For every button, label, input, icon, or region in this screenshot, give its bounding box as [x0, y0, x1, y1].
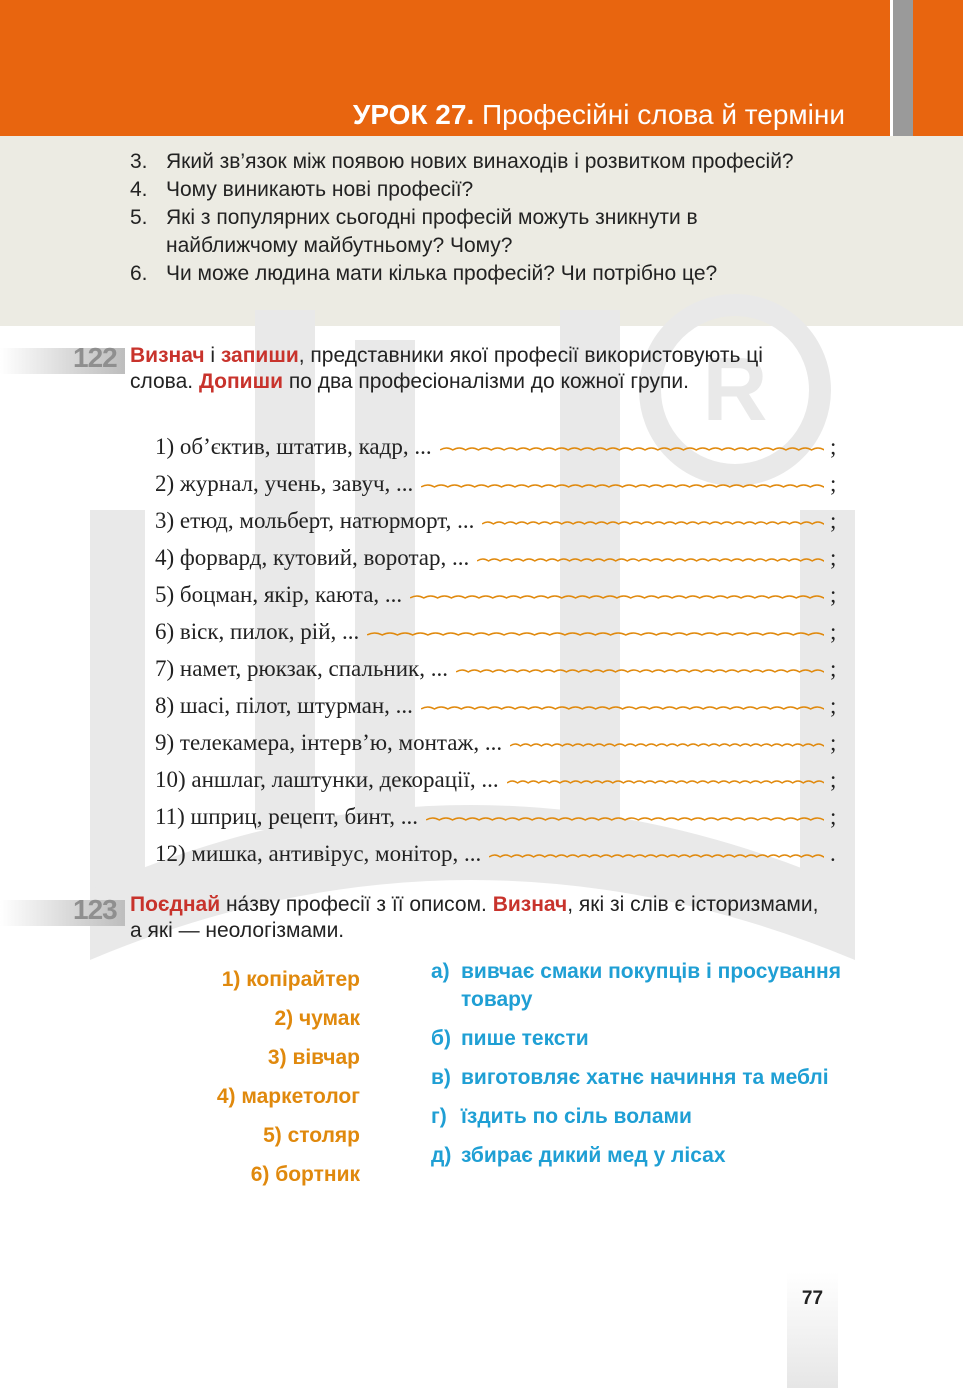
line-end-punctuation: ;: [830, 470, 837, 496]
line-end-punctuation: ;: [830, 507, 837, 533]
line-end-punctuation: ;: [830, 803, 837, 829]
answer-line[interactable]: [410, 593, 824, 603]
question-item: 4. Чому виникають нові професії?: [130, 178, 474, 201]
word-group-item: [155, 724, 840, 761]
word-group-text: 12) мишка, антивірус, монітор, ...: [155, 840, 482, 866]
line-end-punctuation: ;: [830, 433, 837, 459]
header-stripe: [913, 0, 963, 136]
word-group-item: [155, 650, 840, 687]
profession-list: [150, 962, 360, 1196]
word-group-item: [155, 761, 840, 798]
word-group-text: 11) шприц, рецепт, бинт, ...: [155, 803, 418, 829]
answer-line[interactable]: [426, 815, 824, 825]
lesson-title: [353, 97, 845, 133]
word-group-text: 5) боцман, якір, каюта, ...: [155, 581, 403, 607]
word-group-text: 9) телекамера, інтерв’ю, монтаж, ...: [155, 729, 503, 755]
page-number: 77: [801, 1288, 824, 1309]
word-group-text: 6) віск, пилок, рій, ...: [155, 618, 360, 644]
word-group-item: [155, 576, 840, 613]
word-group-text: 8) шасі, пілот, штурман, ...: [155, 692, 413, 718]
word-group-text: 2) журнал, учень, завуч, ...: [155, 470, 414, 496]
line-end-punctuation: ;: [830, 581, 837, 607]
exercise-instruction: Поєднай на́зву професії з її описом. Визнач, які зі слів є історизмами, а які — неологізмами.: [130, 893, 819, 942]
word-group-text: 1) об’єктив, штатив, кадр, ...: [155, 433, 432, 459]
question-item: 3. Який зв’язок між появою нових винаходів і розвитком професій?: [130, 150, 794, 173]
word-group-item: [155, 613, 840, 650]
exercise-number: 123: [73, 894, 117, 925]
answer-line[interactable]: [510, 741, 824, 751]
word-group-item: [155, 835, 840, 872]
word-group-item: [155, 428, 840, 465]
answer-line[interactable]: [507, 778, 824, 788]
line-end-punctuation: ;: [830, 766, 837, 792]
line-end-punctuation: ;: [830, 618, 837, 644]
lesson-label: УРОК 27.: [352, 99, 475, 130]
line-end-punctuation: ;: [830, 655, 837, 681]
description-item: б) пише тексти: [431, 1027, 589, 1050]
description-item: д) збирає дикий мед у лісах: [431, 1144, 726, 1167]
profession-item: 4) маркетолог: [216, 1085, 360, 1108]
profession-item: 1) копірайтер: [221, 968, 360, 991]
question-item: 6. Чи може людина мати кілька професій? Чи потрібно це?: [130, 262, 718, 285]
description-item: а) вивчає смаки покупців і просування товару: [431, 960, 841, 1011]
word-group-text: 7) намет, рюкзак, спальник, ...: [155, 655, 448, 681]
answer-line[interactable]: [367, 630, 824, 640]
description-item: в) виготовляє хатнє начиння та меблі: [431, 1066, 829, 1089]
description-list: [431, 958, 851, 1181]
word-group-item: [155, 687, 840, 724]
profession-item: 3) вівчар: [267, 1046, 360, 1069]
word-group-item: [155, 539, 840, 576]
lesson-topic: Професійні слова й терміни: [482, 99, 845, 130]
word-group-list: [155, 428, 840, 872]
answer-line[interactable]: [482, 519, 824, 529]
word-group-item: [155, 502, 840, 539]
answer-line[interactable]: [421, 482, 824, 492]
answer-line[interactable]: [456, 667, 824, 677]
word-group-text: 4) форвард, кутовий, воротар, ...: [155, 544, 470, 570]
profession-item: 5) столяр: [263, 1124, 360, 1147]
header-stripe: [893, 0, 913, 136]
description-item: г) їздить по сіль волами: [431, 1105, 692, 1128]
question-list: [130, 148, 830, 288]
answer-line[interactable]: [477, 556, 824, 566]
profession-item: 6) бортник: [250, 1163, 360, 1186]
question-item: 5. Які з популярних сьогодні професій можуть зникнути в найближчому майбутньому? Чому?: [130, 206, 698, 257]
answer-line[interactable]: [489, 852, 824, 862]
line-end-punctuation: ;: [830, 544, 837, 570]
word-group-item: [155, 465, 840, 502]
exercise-number: 122: [73, 342, 117, 373]
answer-line[interactable]: [421, 704, 824, 714]
line-end-punctuation: ;: [830, 692, 837, 718]
profession-item: 2) чумак: [274, 1007, 360, 1030]
svg-text:R: R: [702, 340, 768, 440]
word-group-text: 10) аншлаг, лаштунки, декорації, ...: [155, 766, 499, 792]
line-end-punctuation: .: [830, 840, 836, 866]
line-end-punctuation: ;: [830, 729, 837, 755]
exercise-instruction: Визнач і запиши, представники якої професії використовують ці слова. Допиши по два професіоналізми до кожної групи.: [130, 344, 763, 393]
word-group-text: 3) етюд, мольберт, натюрморт, ...: [155, 507, 475, 533]
answer-line[interactable]: [440, 445, 824, 455]
word-group-item: [155, 798, 840, 835]
